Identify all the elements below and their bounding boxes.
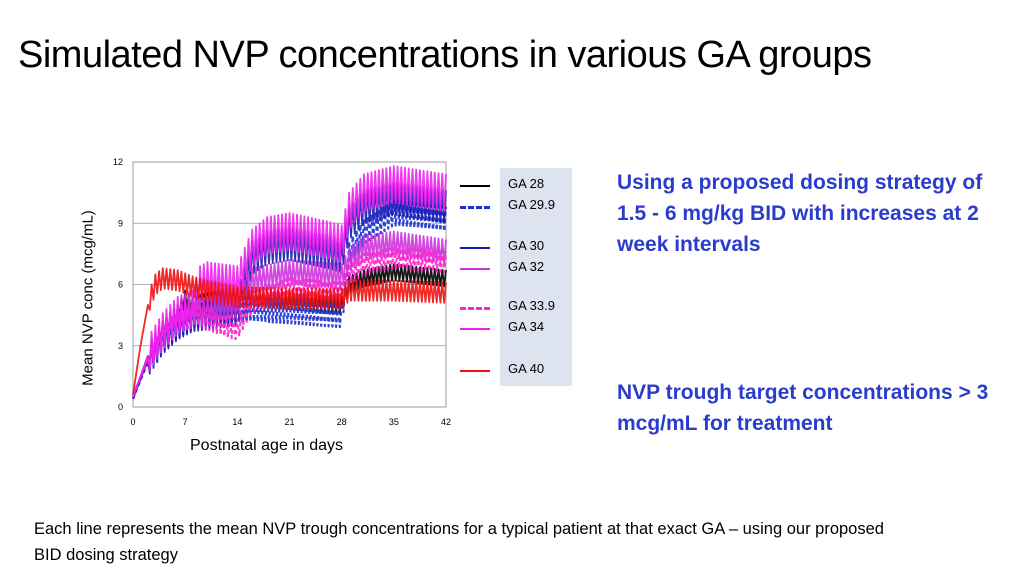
target-concentration-note: NVP trough target concentrations > 3 mcg/mL for treatment xyxy=(617,381,989,435)
line-chart xyxy=(108,150,478,435)
legend-swatch xyxy=(460,268,490,270)
page-title: Simulated NVP concentrations in various GA groups xyxy=(18,34,872,76)
legend-swatch xyxy=(460,247,490,249)
y-tick-label: 6 xyxy=(117,279,123,290)
legend-swatch xyxy=(460,185,490,187)
y-tick-label: 12 xyxy=(112,157,123,167)
legend-swatch xyxy=(460,370,490,372)
footer-note: Each line represents the mean NVP trough concentrations for a typical patient at that exact GA – using our proposed BID dosing strategy xyxy=(34,520,884,564)
y-tick-label: 0 xyxy=(117,402,123,412)
x-tick-label: 35 xyxy=(388,417,399,427)
x-tick-label: 7 xyxy=(182,417,188,427)
dosing-strategy-note: Using a proposed dosing strategy of 1.5 - 6 mg/kg BID with increases at 2 week intervals xyxy=(617,171,983,256)
legend-label: GA 30 xyxy=(508,238,545,253)
legend-label: GA 34 xyxy=(508,319,545,334)
chart-series xyxy=(133,166,446,399)
legend-swatch xyxy=(460,328,490,330)
x-tick-label: 14 xyxy=(232,417,243,427)
x-tick-label: 28 xyxy=(336,417,347,427)
legend-label: GA 32 xyxy=(508,259,545,274)
x-tick-label: 21 xyxy=(284,417,295,427)
legend-swatch xyxy=(460,206,490,209)
legend-swatch xyxy=(460,307,490,310)
legend-label: GA 40 xyxy=(508,361,545,376)
legend-label: GA 29.9 xyxy=(508,197,555,212)
y-tick-label: 3 xyxy=(117,340,123,351)
x-tick-label: 42 xyxy=(440,417,452,427)
x-tick-label: 0 xyxy=(130,417,136,427)
x-axis-label: Postnatal age in days xyxy=(190,437,343,454)
legend-label: GA 28 xyxy=(508,176,545,191)
legend-label: GA 33.9 xyxy=(508,298,555,313)
y-tick-label: 9 xyxy=(117,218,123,229)
y-axis-label: Mean NVP conc (mcg/mL) xyxy=(79,210,97,386)
